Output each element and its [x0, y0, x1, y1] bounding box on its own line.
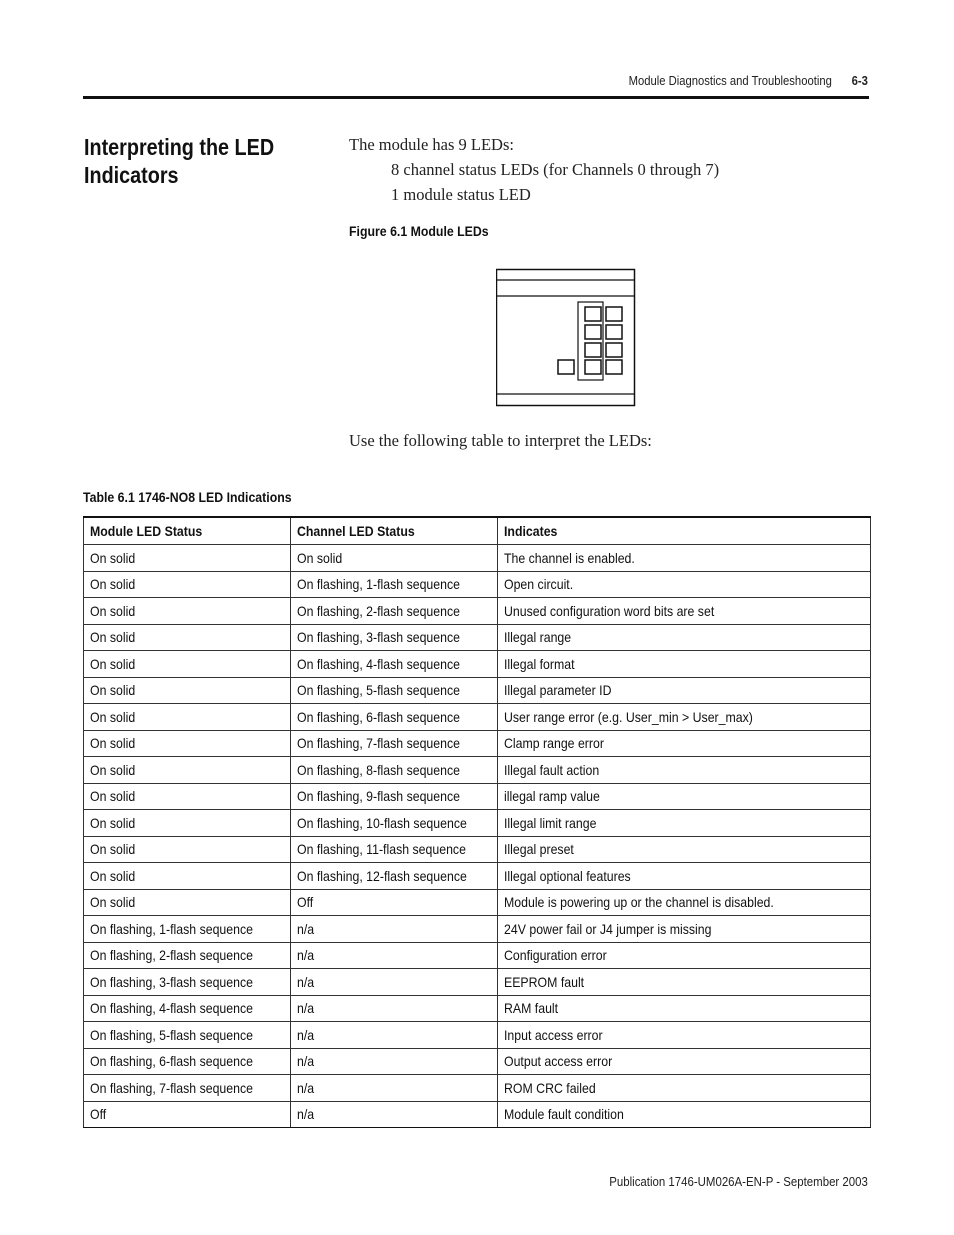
- cell-channel-led-status: On flashing, 11-flash sequence: [291, 836, 498, 863]
- cell-channel-led-status: n/a: [291, 1075, 498, 1102]
- table-row: [84, 571, 871, 598]
- channel-led-5: [606, 343, 622, 357]
- cell-indicates: Module fault condition: [498, 1101, 871, 1128]
- table-row: [84, 624, 871, 651]
- cell-module-led-status: On solid: [84, 571, 291, 598]
- cell-module-led-status: On solid: [84, 889, 291, 916]
- cell-channel-led-status: n/a: [291, 995, 498, 1022]
- cell-module-led-status: On solid: [84, 810, 291, 837]
- channel-led-3: [606, 325, 622, 339]
- cell-indicates: Unused configuration word bits are set: [498, 598, 871, 625]
- cell-indicates: User range error (e.g. User_min > User_max): [498, 704, 871, 731]
- channel-led-4: [585, 343, 601, 357]
- cell-indicates: 24V power fail or J4 jumper is missing: [498, 916, 871, 943]
- table-row: [84, 1101, 871, 1128]
- intro-line-2: 8 channel status LEDs (for Channels 0 through 7): [391, 160, 720, 179]
- cell-channel-led-status: On flashing, 12-flash sequence: [291, 863, 498, 890]
- table-row: [84, 730, 871, 757]
- figure-caption: Figure 6.1 Module LEDs: [349, 223, 489, 239]
- channel-led-7: [606, 360, 622, 374]
- cell-module-led-status: On solid: [84, 598, 291, 625]
- cell-indicates: Open circuit.: [498, 571, 871, 598]
- table-row: [84, 1075, 871, 1102]
- module-led-diagram: [496, 268, 636, 408]
- table-row: [84, 863, 871, 890]
- table-header-row: [84, 517, 871, 545]
- cell-indicates: Illegal format: [498, 651, 871, 678]
- table-row: [84, 757, 871, 784]
- cell-channel-led-status: On flashing, 5-flash sequence: [291, 677, 498, 704]
- cell-indicates: Output access error: [498, 1048, 871, 1075]
- cell-channel-led-status: n/a: [291, 942, 498, 969]
- cell-module-led-status: On flashing, 5-flash sequence: [84, 1022, 291, 1049]
- cell-module-led-status: On flashing, 4-flash sequence: [84, 995, 291, 1022]
- cell-module-led-status: On solid: [84, 783, 291, 810]
- cell-module-led-status: On solid: [84, 545, 291, 572]
- table-row: [84, 916, 871, 943]
- module-status-led: [558, 360, 574, 374]
- running-header: [629, 74, 868, 88]
- cell-module-led-status: On solid: [84, 836, 291, 863]
- table-row: [84, 810, 871, 837]
- intro-line-1: The module has 9 LEDs:: [349, 135, 514, 154]
- cell-channel-led-status: n/a: [291, 969, 498, 996]
- header-rule: [83, 96, 869, 99]
- cell-indicates: Configuration error: [498, 942, 871, 969]
- table-row: [84, 598, 871, 625]
- cell-module-led-status: Off: [84, 1101, 291, 1128]
- cell-indicates: illegal ramp value: [498, 783, 871, 810]
- led-indications-table: [83, 516, 871, 1128]
- cell-channel-led-status: On flashing, 1-flash sequence: [291, 571, 498, 598]
- cell-indicates: Illegal limit range: [498, 810, 871, 837]
- cell-indicates: Illegal range: [498, 624, 871, 651]
- table-row: [84, 836, 871, 863]
- header-module-led-status: Module LED Status: [84, 517, 291, 545]
- cell-indicates: The channel is enabled.: [498, 545, 871, 572]
- intro-line-3: 1 module status LED: [391, 185, 531, 204]
- table-row: [84, 969, 871, 996]
- table-row: [84, 942, 871, 969]
- cell-channel-led-status: n/a: [291, 1101, 498, 1128]
- cell-indicates: EEPROM fault: [498, 969, 871, 996]
- cell-module-led-status: On flashing, 6-flash sequence: [84, 1048, 291, 1075]
- cell-module-led-status: On flashing, 2-flash sequence: [84, 942, 291, 969]
- cell-module-led-status: On solid: [84, 624, 291, 651]
- cell-indicates: Module is powering up or the channel is disabled.: [498, 889, 871, 916]
- cell-channel-led-status: On solid: [291, 545, 498, 572]
- cell-indicates: ROM CRC failed: [498, 1075, 871, 1102]
- table-row: [84, 651, 871, 678]
- cell-channel-led-status: n/a: [291, 916, 498, 943]
- module-led-figure: [496, 268, 636, 413]
- header-indicates: Indicates: [498, 517, 871, 545]
- table-row: [84, 1022, 871, 1049]
- table-instruction: Use the following table to interpret the LEDs:: [349, 431, 652, 450]
- cell-channel-led-status: On flashing, 4-flash sequence: [291, 651, 498, 678]
- table-row: [84, 677, 871, 704]
- channel-led-6: [585, 360, 601, 374]
- cell-module-led-status: On flashing, 1-flash sequence: [84, 916, 291, 943]
- header-channel-led-status: Channel LED Status: [291, 517, 498, 545]
- cell-module-led-status: On solid: [84, 863, 291, 890]
- table-caption: Table 6.1 1746-NO8 LED Indications: [83, 489, 292, 505]
- channel-led-2: [585, 325, 601, 339]
- cell-indicates: Illegal fault action: [498, 757, 871, 784]
- section-title: Interpreting the LED Indicators: [84, 134, 275, 188]
- cell-indicates: Illegal preset: [498, 836, 871, 863]
- cell-module-led-status: On solid: [84, 651, 291, 678]
- running-title: Module Diagnostics and Troubleshooting: [628, 74, 832, 88]
- cell-channel-led-status: On flashing, 8-flash sequence: [291, 757, 498, 784]
- table-row: [84, 889, 871, 916]
- table-row: [84, 783, 871, 810]
- cell-module-led-status: On flashing, 7-flash sequence: [84, 1075, 291, 1102]
- table-row: [84, 545, 871, 572]
- table-row: [84, 704, 871, 731]
- cell-module-led-status: On flashing, 3-flash sequence: [84, 969, 291, 996]
- cell-channel-led-status: On flashing, 7-flash sequence: [291, 730, 498, 757]
- page-number: 6-3: [851, 74, 868, 88]
- publication-footer: Publication 1746-UM026A-EN-P - September 2003: [609, 1174, 868, 1189]
- cell-channel-led-status: On flashing, 3-flash sequence: [291, 624, 498, 651]
- cell-indicates: Input access error: [498, 1022, 871, 1049]
- cell-module-led-status: On solid: [84, 677, 291, 704]
- channel-led-0: [585, 307, 601, 321]
- cell-module-led-status: On solid: [84, 757, 291, 784]
- cell-indicates: Clamp range error: [498, 730, 871, 757]
- cell-channel-led-status: Off: [291, 889, 498, 916]
- cell-channel-led-status: On flashing, 9-flash sequence: [291, 783, 498, 810]
- cell-channel-led-status: On flashing, 2-flash sequence: [291, 598, 498, 625]
- table-body: [84, 545, 871, 1128]
- channel-led-1: [606, 307, 622, 321]
- table-row: [84, 995, 871, 1022]
- cell-indicates: Illegal optional features: [498, 863, 871, 890]
- table-row: [84, 1048, 871, 1075]
- cell-module-led-status: On solid: [84, 704, 291, 731]
- cell-channel-led-status: n/a: [291, 1022, 498, 1049]
- cell-indicates: Illegal parameter ID: [498, 677, 871, 704]
- cell-channel-led-status: On flashing, 6-flash sequence: [291, 704, 498, 731]
- cell-channel-led-status: On flashing, 10-flash sequence: [291, 810, 498, 837]
- cell-channel-led-status: n/a: [291, 1048, 498, 1075]
- cell-module-led-status: On solid: [84, 730, 291, 757]
- cell-indicates: RAM fault: [498, 995, 871, 1022]
